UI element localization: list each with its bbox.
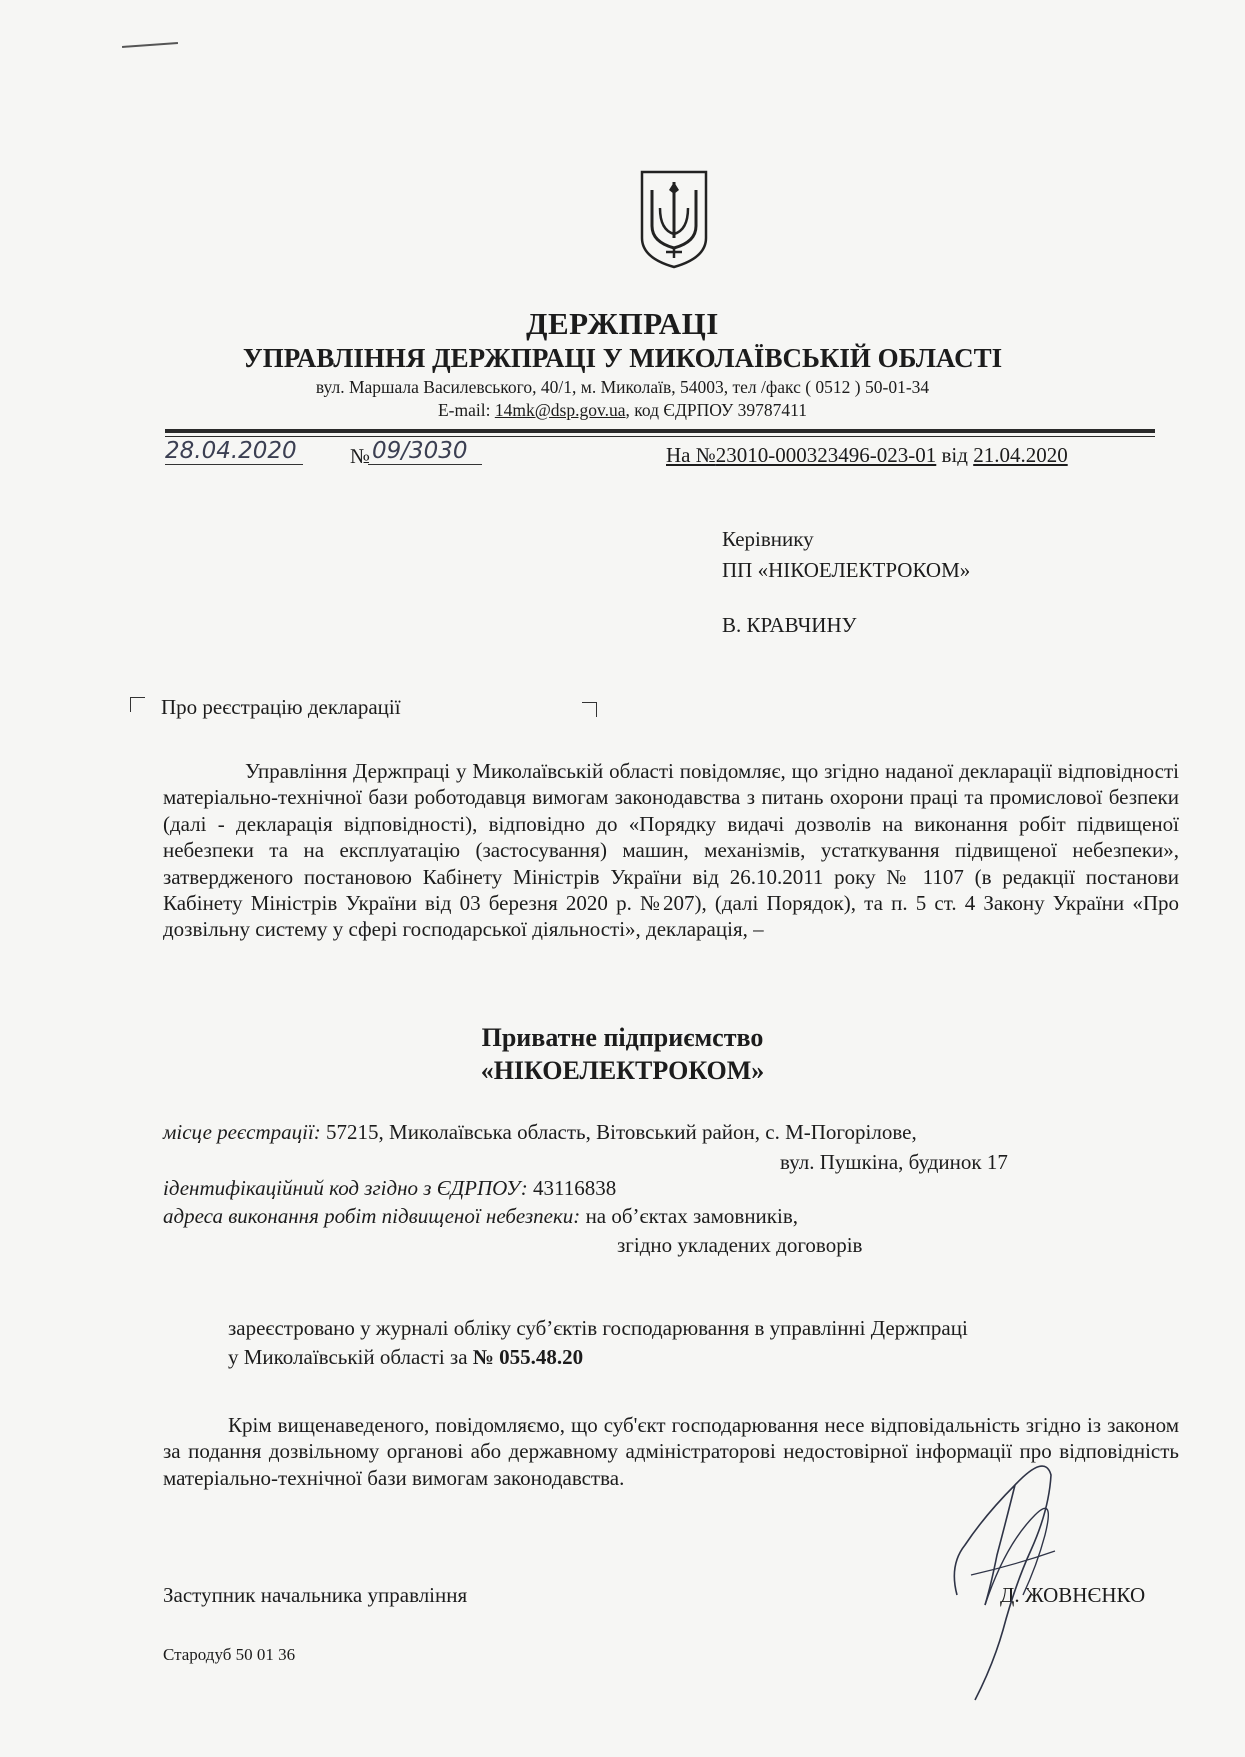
body-paragraph-2: Крім вищенаведеного, повідомляємо, що суб'єкт господарювання несе відповідальність згідно із законом за подання дозвільному органові або державному адміністраторові недостовірної інформації про відповідність матеріально-технічної бази вимогам законодавства. <box>163 1413 1179 1490</box>
email-link[interactable]: 14mk@dsp.gov.ua <box>494 400 626 420</box>
id-code-value: 43116838 <box>532 1176 617 1200</box>
works-address-value: на об’єктах замовників, <box>585 1204 798 1228</box>
ref-date: 21.04.2020 <box>973 443 1068 467</box>
header-divider-thin <box>165 436 1155 437</box>
subject-text: Про реєстрацію декларації <box>161 695 401 719</box>
signature-icon <box>945 1455 1125 1705</box>
corner-mark-right <box>582 702 597 717</box>
scan-mark <box>122 42 178 48</box>
reg-place-label: місце реєстрації: <box>163 1120 321 1144</box>
subject <box>130 695 401 720</box>
trident-emblem-icon <box>638 168 710 270</box>
registered-prefix: у Миколаївській області за <box>228 1345 468 1369</box>
reg-place-line <box>163 1120 917 1145</box>
footer-contact: Стародуб 50 01 36 <box>163 1645 296 1664</box>
org-email-line <box>0 400 1245 421</box>
id-code-label: ідентифікаційний код згідно з ЄДРПОУ: <box>163 1176 528 1200</box>
org-address: вул. Маршала Василевського, 40/1, м. Миколаїв, 54003, тел /факс ( 0512 ) 50-01-34 <box>315 377 930 397</box>
ref-from: від <box>941 443 968 467</box>
corner-mark-left <box>130 697 145 712</box>
works-address-line <box>163 1204 798 1229</box>
addressee-company: ПП «НІКОЕЛЕКТРОКОМ» <box>722 558 971 582</box>
enterprise-type: Приватне підприємство <box>481 1023 764 1052</box>
addressee-name: В. КРАВЧИНУ <box>722 613 857 637</box>
works-address-value-2: згідно укладених договорів <box>617 1233 863 1257</box>
ref-prefix: На № <box>666 443 716 467</box>
reg-place-value-2: вул. Пушкіна, будинок 17 <box>780 1150 1008 1174</box>
signatory-name: Д. ЖОВНЄНКО <box>1000 1583 1146 1607</box>
body-paragraph-1: Управління Держпраці у Миколаївській області повідомляє, що згідно наданої декларації відповідності матеріально-технічної бази роботодавця вимогам законодавства з питань охорони праці та промислової безпеки (далі - декларація відповідності), відповідно до «Порядку видачі дозволів на виконання робіт підвищеної небезпеки та на експлуатацію (застосування) машин, механізмів, устаткування підвищеної небезпеки», затвердженого постановою Кабінету Міністрів України від 26.10.2011 року № 1107 (в редакції постанови Кабінету Міністрів України від 03 березня 2020 р. №207), (далі Порядок), та п. 5 ст. 4 Закону України «Про дозвільну систему у сфері господарської діяльності», декларація, – <box>163 759 1179 942</box>
org-code: , код ЄДРПОУ 39787411 <box>625 400 808 420</box>
enterprise-name: «НІКОЕЛЕКТРОКОМ» <box>480 1056 765 1085</box>
registered-number: № 055.48.20 <box>472 1345 584 1369</box>
registration-date: 28.04.2020 <box>165 438 303 465</box>
signatory-position: Заступник начальника управління <box>163 1583 468 1607</box>
reg-place-value: 57215, Миколаївська область, Вітовський район, с. М-Погорілове, <box>326 1120 917 1144</box>
org-name: ДЕРЖПРАЦІ <box>526 306 719 341</box>
ref-number: 23010-000323496-023-01 <box>715 443 937 467</box>
header-divider <box>165 429 1155 433</box>
email-label: E-mail: <box>437 400 491 420</box>
registered-line-2 <box>228 1345 583 1370</box>
org-department: УПРАВЛІННЯ ДЕРЖПРАЦІ У МИКОЛАЇВСЬКІЙ ОБЛАСТІ <box>242 343 1003 373</box>
works-address-label: адреса виконання робіт підвищеної небезпеки: <box>163 1204 581 1228</box>
registered-line-1: зареєстровано у журналі обліку суб’єктів господарювання в управлінні Держпраці <box>228 1316 968 1340</box>
addressee-title: Керівнику <box>722 527 814 551</box>
registration-number: 09/3030 <box>368 438 482 465</box>
id-code-line <box>163 1176 616 1201</box>
reference-line <box>666 443 1068 468</box>
registration-no-sign: № <box>350 444 371 468</box>
